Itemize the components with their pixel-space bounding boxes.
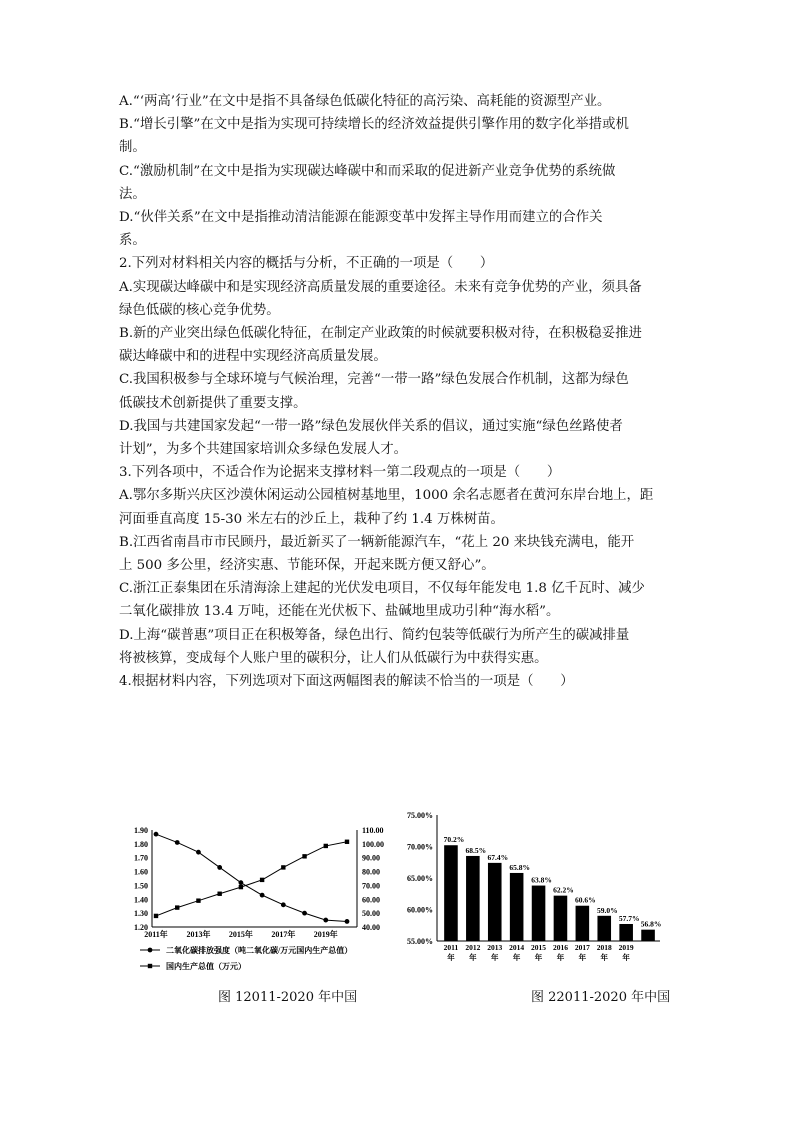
y-left-tick-label: 1.50 [134, 881, 148, 891]
text-line: B.江西省南昌市市民顾丹，最近新买了一辆新能源汽车，“花上 20 来块钱充满电，能开 [119, 534, 635, 550]
bar-category-label: 2014 [509, 943, 525, 952]
legend-marker [148, 964, 152, 968]
x-tick-label: 2015年 [228, 930, 253, 939]
figure1-line-chart [0, 800, 794, 1010]
bar-value-label: 70.2% [443, 835, 465, 845]
bar-category-suffix: 年 [556, 953, 565, 962]
bar-category-suffix: 年 [534, 953, 543, 962]
series-line-0 [156, 834, 347, 921]
y-left-tick-label: 1.40 [134, 895, 148, 905]
bar-category-label: 2011 [443, 943, 459, 952]
x-tick-label: 2019年 [313, 930, 338, 939]
bar [597, 916, 611, 941]
bar-category-label: 2017 [574, 943, 590, 952]
bar-category-label: 2015 [531, 943, 547, 952]
bar-y-tick-label: 60.00% [407, 905, 433, 915]
data-point [239, 885, 243, 889]
data-point [175, 905, 179, 909]
bar-category-label: 2018 [596, 943, 612, 952]
bar-value-label: 62.2% [553, 885, 574, 895]
data-point [196, 898, 200, 902]
data-point [345, 919, 350, 924]
bar-y-tick-label: 65.00% [407, 874, 433, 883]
text-line: C.浙江正泰集团在乐清海涂上建起的光伏发电项目，不仅每年能发电 1.8 亿千瓦时、减少 [119, 581, 645, 597]
y-left-tick-label: 1.20 [134, 923, 148, 932]
bar-category-suffix: 年 [622, 953, 630, 962]
data-point [260, 893, 265, 898]
x-tick-label: 2011年 [144, 930, 168, 939]
data-point [302, 854, 306, 858]
bar [466, 856, 480, 941]
text-line: B.新的产业突出绿色低碳化特征，在制定产业政策的时候就要积极对待，在积极稳妥推进 [119, 326, 642, 342]
y-left-tick-label: 1.60 [134, 867, 148, 877]
y-left-tick-label: 1.90 [134, 826, 148, 835]
data-point [217, 892, 221, 896]
bar-y-tick-label: 70.00% [407, 842, 433, 852]
bar-value-label: 56.8% [640, 919, 662, 929]
text-line: 3.下列各项中，不适合作为论据来支撑材料一第二段观点的一项是（ ） [119, 465, 561, 481]
data-point [281, 865, 285, 869]
text-line: 碳达峰碳中和的进程中实现经济高质量发展。 [119, 349, 387, 365]
y-right-tick-label: 50.00 [362, 909, 380, 919]
y-right-tick-label: 110.00 [362, 826, 384, 835]
x-tick-label: 2013年 [186, 930, 211, 939]
bar [532, 886, 546, 941]
text-line: C.我国积极参与全球环境与气候治理，完善“一带一路”绿色发展合作机制，这都为绿色 [119, 372, 629, 388]
y-left-tick-label: 1.80 [134, 839, 148, 849]
text-line: 系。 [119, 233, 146, 249]
bar-category-label: 2013 [487, 943, 503, 952]
bar [554, 896, 568, 941]
bar-y-tick-label: 75.00% [407, 811, 433, 820]
text-line: B.“增长引擎”在文中是指为实现可持续增长的经济效益提供引擎作用的数字化举措或机 [119, 117, 629, 133]
bar-value-label: 68.5% [465, 845, 487, 855]
text-line: 二氧化碳排放 13.4 万吨，还能在光伏板下、盐碱地里成功引种“海水稻”。 [119, 604, 560, 620]
y-right-tick-label: 80.00 [362, 867, 380, 877]
text-line: A.“‘两高’行业”在文中是指不具备绿色低碳化特征的高污染、高耗能的资源型产业。 [119, 94, 611, 109]
text-line: A.实现碳达峰碳中和是实现经济高质量发展的重要途径。未来有竞争优势的产业，须具备 [119, 279, 642, 295]
text-line: 绿色低碳的核心竞争优势。 [119, 302, 280, 318]
charts-area [0, 800, 794, 1010]
bar [619, 924, 633, 941]
data-point [324, 844, 328, 848]
bar [510, 873, 524, 941]
figure2-caption: 图 22011-2020 年中国 [531, 990, 671, 1005]
bar-value-label: 57.7% [618, 913, 640, 923]
data-point [345, 840, 349, 844]
bar-value-label: 60.6% [575, 895, 596, 905]
y-right-tick-label: 90.00 [362, 853, 380, 863]
y-right-tick-label: 70.00 [362, 881, 380, 891]
bar-category-label: 2016 [552, 943, 568, 952]
series-line-1 [156, 842, 347, 916]
text-line: D.上海“碳普惠”项目正在积极筹备，绿色出行、简约包装等低碳行为所产生的碳减排量 [119, 627, 630, 643]
data-point [281, 902, 286, 907]
bar-category-suffix: 年 [600, 953, 608, 962]
legend-label: 二氧化碳排放强度（吨二氧化碳/万元国内生产总值） [166, 946, 353, 955]
data-point [238, 880, 243, 885]
bar-value-label: 67.4% [487, 852, 509, 862]
text-line: 法。 [119, 186, 146, 202]
text-line: D.“伙伴关系”在文中是指推动清洁能源在能源变革中发挥主导作用而建立的合作关 [119, 210, 603, 226]
bar-category-suffix: 年 [447, 953, 455, 962]
text-line: 上 500 多公里，经济实惠、节能环保，开起来既方便又舒心”。 [119, 558, 495, 574]
bar-category-label: 2012 [465, 943, 481, 952]
text-line: 计划”，为多个共建国家培训众多绿色发展人才。 [119, 442, 408, 458]
y-right-tick-label: 40.00 [362, 923, 380, 932]
figure1-caption: 图 12011-2020 年中国 [218, 990, 358, 1005]
text-line: 河面垂直高度 15-30 米左右的沙丘上，栽种了约 1.4 万株树苗。 [119, 511, 504, 527]
data-point [175, 840, 180, 845]
bar-y-tick-label: 55.00% [407, 937, 433, 946]
bar-category-suffix: 年 [578, 953, 587, 962]
text-line: C.“激励机制”在文中是指为实现碳达峰碳中和而采取的促进新产业竞争优势的系统做 [119, 163, 616, 179]
bar-value-label: 63.8% [531, 875, 552, 885]
text-line: D.我国与共建国家发起“一带一路”绿色发展伙伴关系的倡议，通过实施“绿色丝路使者 [119, 418, 623, 434]
data-point [154, 832, 159, 837]
text-line: 4.根据材料内容，下列选项对下面这两幅图表的解读不恰当的一项是（ ） [119, 674, 574, 690]
y-right-tick-label: 100.00 [362, 839, 384, 849]
bar-category-suffix: 年 [469, 953, 477, 962]
y-left-tick-label: 1.70 [134, 853, 148, 863]
bar-category-suffix: 年 [491, 953, 499, 962]
bar-category-suffix: 年 [512, 953, 521, 962]
data-point [323, 918, 328, 923]
x-tick-label: 2017年 [271, 930, 296, 939]
bar-value-label: 59.0% [596, 905, 618, 915]
bar [641, 930, 655, 941]
question-text [119, 90, 679, 693]
y-left-tick-label: 1.30 [134, 909, 148, 919]
data-point [217, 865, 222, 870]
bar-value-label: 65.8% [509, 862, 530, 872]
text-line: 制。 [119, 140, 146, 156]
bar-category-label: 2019 [618, 943, 634, 952]
bar [576, 906, 590, 941]
legend-label: 国内生产总值（万元） [166, 962, 246, 971]
data-point [260, 878, 264, 882]
text-line: 2.下列对材料相关内容的概括与分析，不正确的一项是（ ） [119, 256, 494, 272]
data-point [302, 911, 307, 916]
text-line: 低碳技术创新提供了重要支撑。 [119, 395, 307, 411]
bar [444, 845, 458, 941]
data-point [196, 850, 201, 855]
y-right-tick-label: 60.00 [362, 895, 380, 905]
text-line: 将被核算，变成每个人账户里的碳积分，让人们从低碳行为中获得实惠。 [119, 650, 548, 666]
bar [488, 863, 502, 941]
data-point [154, 914, 158, 918]
legend-marker [148, 948, 153, 953]
text-line: A.鄂尔多斯兴庆区沙漠休闲运动公园植树基地里，1000 余名志愿者在黄河东岸台地上，距 [119, 488, 654, 504]
